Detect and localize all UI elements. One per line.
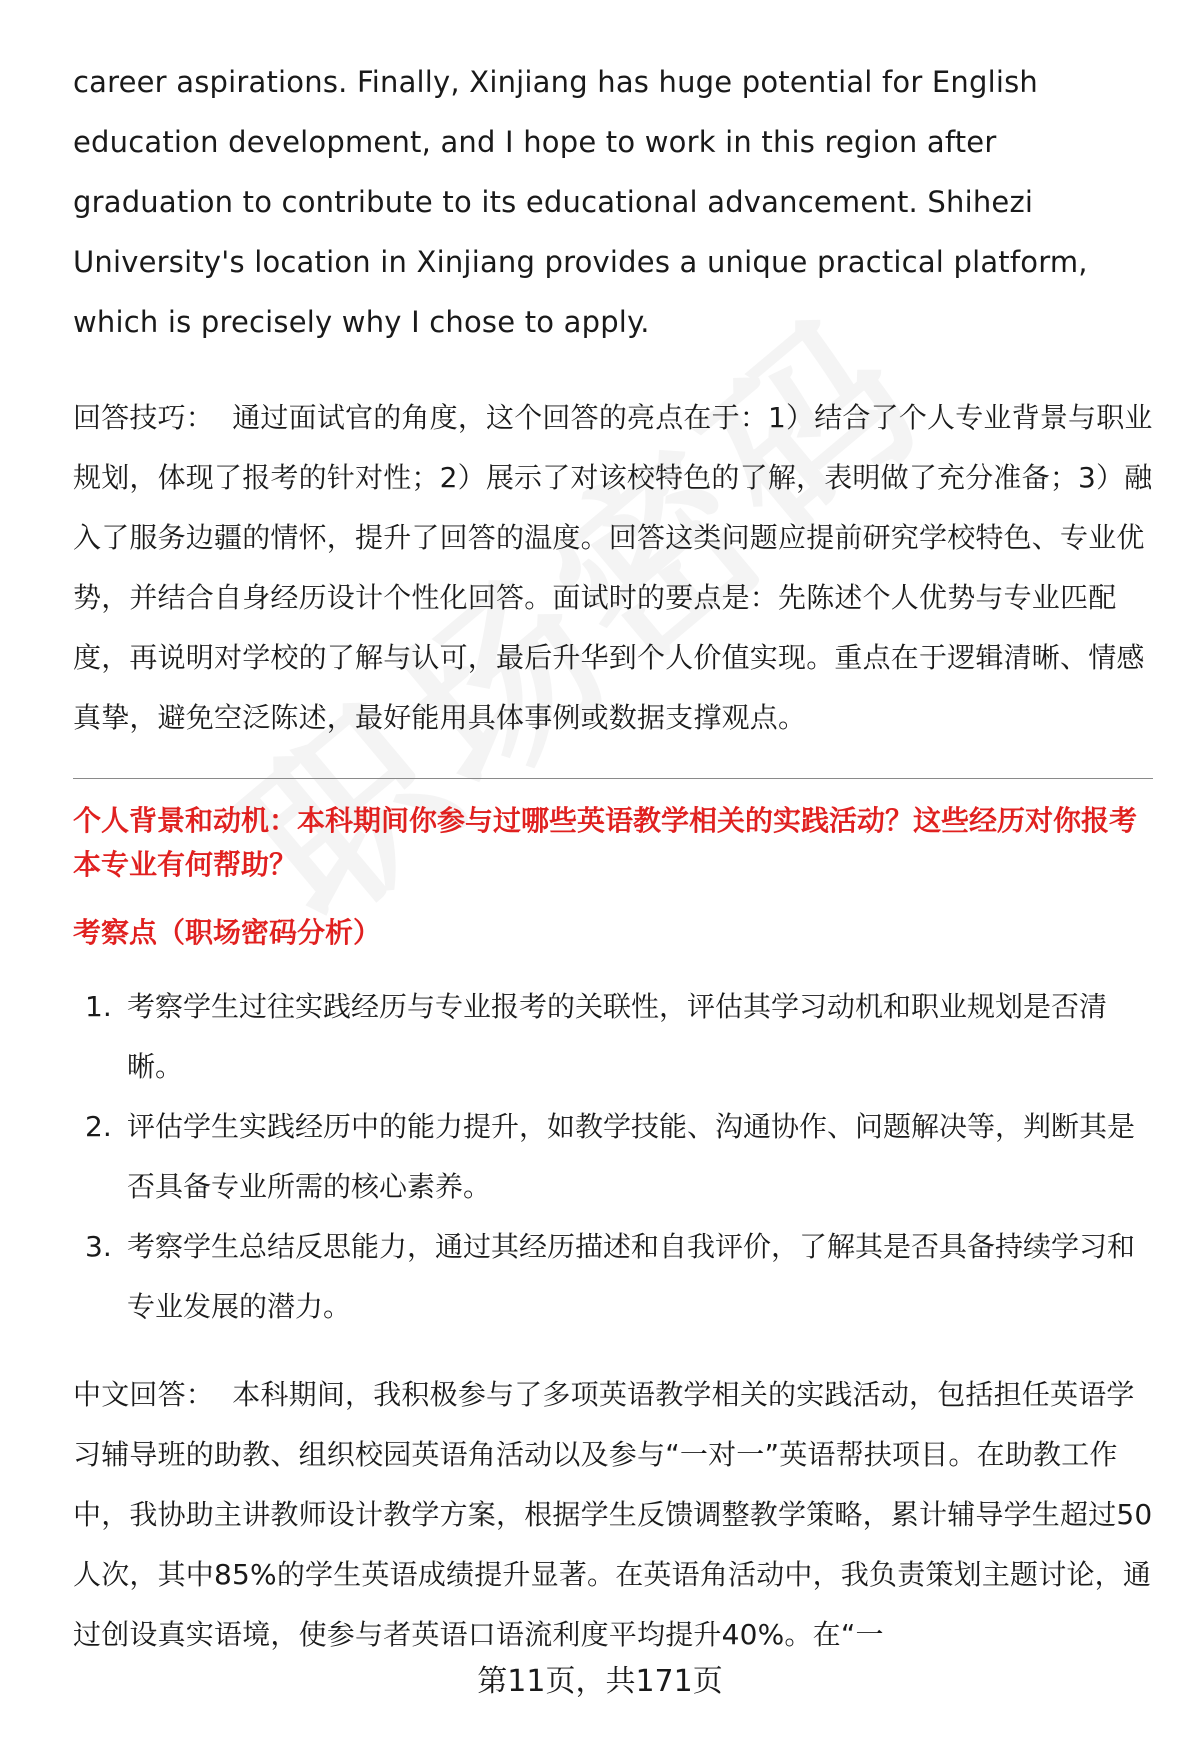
list-item-text: 考察学生总结反思能力，通过其经历描述和自我评价，了解其是否具备持续学习和专业发展的潜力。 (127, 1230, 1136, 1323)
list-item (73, 1097, 1153, 1217)
intro-paragraph: career aspirations. Finally, Xinjiang has huge potential for English education development, and I hope to work in this region after graduation to contribute to its educational advancement. Shihezi University's location in Xinjiang provides a unique practical platform, which is precisely why I chose to apply. (73, 65, 1088, 339)
question-title: 个人背景和动机：本科期间你参与过哪些英语教学相关的实践活动？这些经历对你报考本专业有何帮助？ (73, 804, 1138, 881)
list-item-number: 2. (85, 1110, 112, 1143)
question-subheading: 考察点（职场密码分析） (73, 916, 382, 949)
page-footer: 第11页，共171页 (0, 1662, 1200, 1702)
assessment-points-list (73, 977, 1153, 1337)
page-content (73, 52, 1153, 1665)
list-item (73, 1217, 1153, 1337)
tips-paragraph (73, 388, 1153, 748)
chinese-answer-text: 本科期间，我积极参与了多项英语教学相关的实践活动，包括担任英语学习辅导班的助教、组织校园英语角活动以及参与“一对一”英语帮扶项目。在助教工作中，我协助主讲教师设计教学方案，根据学生反馈调整教学策略，累计辅导学生超过50人次，其中85%的学生英语成绩提升显著。在英语角活动中，我负责策划主题讨论，通过创设真实语境，使参与者英语口语流利度平均提升40%。在“一 (73, 1378, 1153, 1651)
list-item-number: 3. (85, 1230, 112, 1263)
tips-text: 通过面试官的角度，这个回答的亮点在于：1）结合了个人专业背景与职业规划，体现了报考的针对性；2）展示了对该校特色的了解，表明做了充分准备；3）融入了服务边疆的情怀，提升了回答的温度。回答这类问题应提前研究学校特色、专业优势，并结合自身经历设计个性化回答。面试时的要点是：先陈述个人优势与专业匹配度，再说明对学校的了解与认可，最后升华到个人价值实现。重点在于逻辑清晰、情感真挚，避免空泛陈述，最好能用具体事例或数据支撑观点。 (73, 401, 1153, 734)
list-item-number: 1. (85, 990, 112, 1023)
list-item-text: 评估学生实践经历中的能力提升，如教学技能、沟通协作、问题解决等，判断其是否具备专业所需的核心素养。 (127, 1110, 1136, 1203)
section-divider (73, 778, 1153, 779)
list-item-text: 考察学生过往实践经历与专业报考的关联性，评估其学习动机和职业规划是否清晰。 (127, 990, 1108, 1083)
list-item (73, 977, 1153, 1097)
chinese-answer-paragraph (73, 1365, 1153, 1665)
chinese-answer-label: 中文回答： (73, 1378, 215, 1411)
tips-label: 回答技巧： (73, 401, 215, 434)
